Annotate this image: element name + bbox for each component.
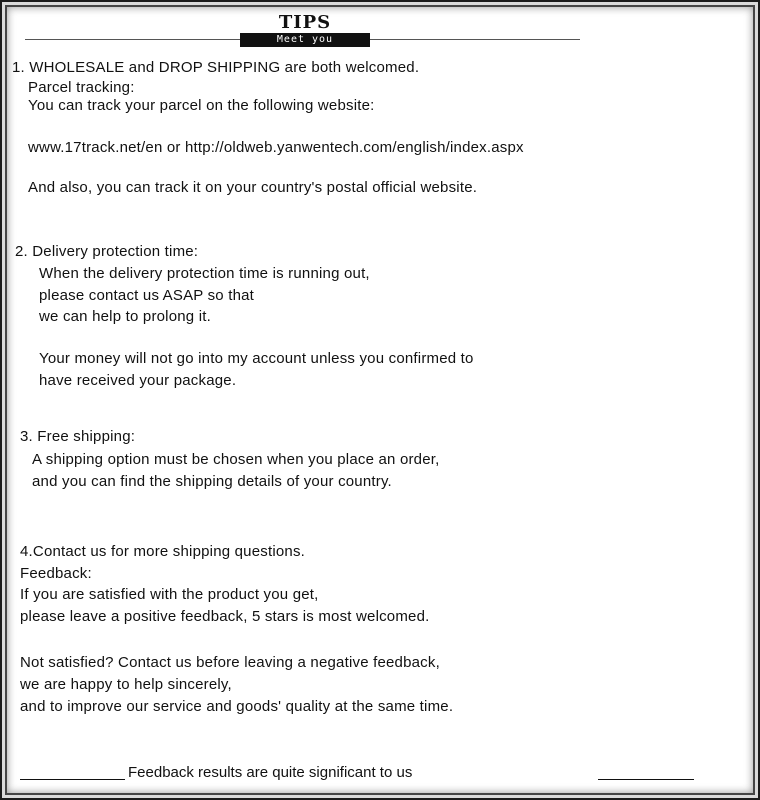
footer-text: Feedback results are quite significant to us	[128, 764, 413, 781]
section4-line4: we are happy to help sincerely,	[20, 676, 232, 693]
section2-line3: we can help to prolong it.	[39, 308, 211, 325]
section4-line3: Not satisfied? Contact us before leaving a negative feedback,	[20, 654, 440, 671]
section4-heading: 4.Contact us for more shipping questions.	[20, 543, 306, 560]
subtitle-badge: Meet you	[240, 33, 370, 47]
section2-line2: please contact us ASAP so that	[39, 287, 255, 304]
footer-blank-left	[20, 764, 125, 780]
parcel-tracking-label: Parcel tracking:	[28, 79, 135, 96]
section2-line5: have received your package.	[39, 372, 237, 389]
tracking-intro: You can track your parcel on the following website:	[28, 97, 375, 114]
section4-line1: If you are satisfied with the product you get,	[20, 586, 319, 603]
tracking-websites: www.17track.net/en or http://oldweb.yanwentech.com/english/index.aspx	[28, 139, 524, 156]
section4-line5: and to improve our service and goods' quality at the same time.	[20, 698, 454, 715]
section2-line1: When the delivery protection time is running out,	[39, 265, 370, 282]
feedback-label: Feedback:	[20, 565, 92, 582]
section3-heading: 3. Free shipping:	[20, 428, 136, 445]
section2-line4: Your money will not go into my account unless you confirmed to	[39, 350, 474, 367]
footer-blank-right	[598, 764, 694, 780]
section4-line2: please leave a positive feedback, 5 stars is most welcomed.	[20, 608, 430, 625]
postal-note: And also, you can track it on your country's postal official website.	[28, 179, 478, 196]
section3-line1: A shipping option must be chosen when you place an order,	[32, 451, 440, 468]
section3-line2: and you can find the shipping details of your country.	[32, 473, 392, 490]
page-title: TIPS	[278, 12, 332, 33]
section2-heading: 2. Delivery protection time:	[15, 243, 199, 260]
tips-header	[0, 10, 760, 50]
section1-heading: 1. WHOLESALE and DROP SHIPPING are both welcomed.	[12, 59, 420, 76]
